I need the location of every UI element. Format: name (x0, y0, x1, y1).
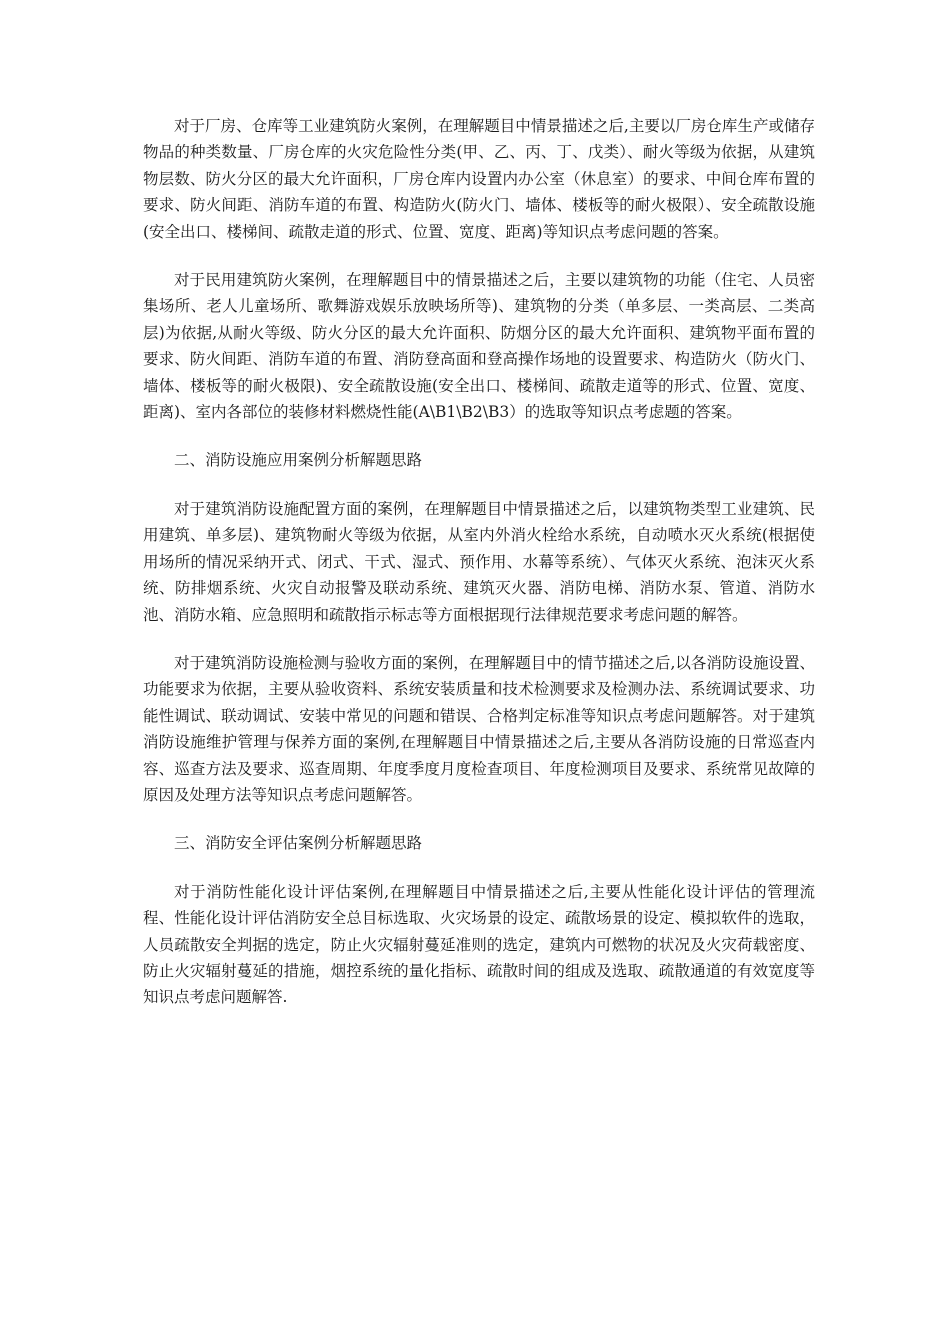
paragraph-performance-design: 对于消防性能化设计评估案例,在理解题目中情景描述之后,主要从性能化设计评估的管理流程、性能化设计评估消防安全总目标选取、火灾场景的设定、疏散场景的设定、模拟软件的选取，人员疏散安全判据的选定，防止火灾辐射蔓延准则的选定，建筑内可燃物的状况及火灾荷载密度、防止火灾辐射蔓延的措施，烟控系统的量化指标、疏散时间的组成及选取、疏散通道的有效宽度等知识点考虑问题解答. (143, 882, 815, 1007)
heading-section-two: 二、消防设施应用案例分析解题思路 (174, 451, 423, 470)
paragraph-civil-fire-cases: 对于民用建筑防火案例，在理解题目中的情景描述之后，主要以建筑物的功能（住宅、人员密集场所、老人儿童场所、歌舞游戏娱乐放映场所等)、建筑物的分类（单多层、一类高层、二类高层)为依据,从耐火等级、防火分区的最大允许面积、防烟分区的最大允许面积、建筑物平面布置的要求、防火间距、消防车道的布置、消防登高面和登高操作场地的设置要求、构造防火（防火门、墙体、楼板等的耐火极限)、安全疏散设施(安全出口、楼梯间、疏散走道等的形式、位置、宽度、距离)、室内各部位的装修材料燃烧性能(A\B1\B2\B3）的选取等知识点考虑题的答案。 (143, 271, 815, 422)
document-page (143, 113, 815, 1033)
paragraph-facility-inspection: 对于建筑消防设施检测与验收方面的案例，在理解题目中的情节描述之后,以各消防设施设置、功能要求为依据，主要从验收资料、系统安装质量和技术检测要求及检测办法、系统调试要求、功能性调试、联动调试、安装中常见的问题和错误、合格判定标准等知识点考虑问题解答。对于建筑消防设施维护管理与保养方面的案例,在理解题目中情景描述之后,主要从各消防设施的日常巡查内容、巡查方法及要求、巡查周期、年度季度月度检查项目、年度检测项目及要求、系统常见故障的原因及处理方法等知识点考虑问题解答。 (143, 653, 815, 804)
paragraph-facility-configuration: 对于建筑消防设施配置方面的案例，在理解题目中情景描述之后，以建筑物类型工业建筑、民用建筑、单多层)、建筑物耐火等级为依据，从室内外消火栓给水系统，自动喷水灭火系统(根据使用场所的情况采纳开式、闭式、干式、湿式、预作用、水幕等系统）、气体灭火系统、泡沫灭火系统、防排烟系统、火灾自动报警及联动系统、建筑灭火器、消防电梯、消防水泵、管道、消防水池、消防水箱、应急照明和疏散指示标志等方面根据现行法律规范要求考虑问题的解答。 (143, 499, 815, 624)
paragraph-industrial-fire-cases: 对于厂房、仓库等工业建筑防火案例，在理解题目中情景描述之后,主要以厂房仓库生产或储存物品的种类数量、厂房仓库的火灾危险性分类(甲、乙、丙、丁、戊类）、耐火等级为依据，从建筑物层数、防火分区的最大允许面积，厂房仓库内设置内办公室（休息室）的要求、中间仓库布置的要求、防火间距、消防车道的布置、构造防火(防火门、墙体、楼板等的耐火极限）、安全疏散设施(安全出口、楼梯间、疏散走道的形式、位置、宽度、距离)等知识点考虑问题的答案。 (143, 117, 815, 241)
heading-section-three: 三、消防安全评估案例分析解题思路 (174, 834, 423, 853)
